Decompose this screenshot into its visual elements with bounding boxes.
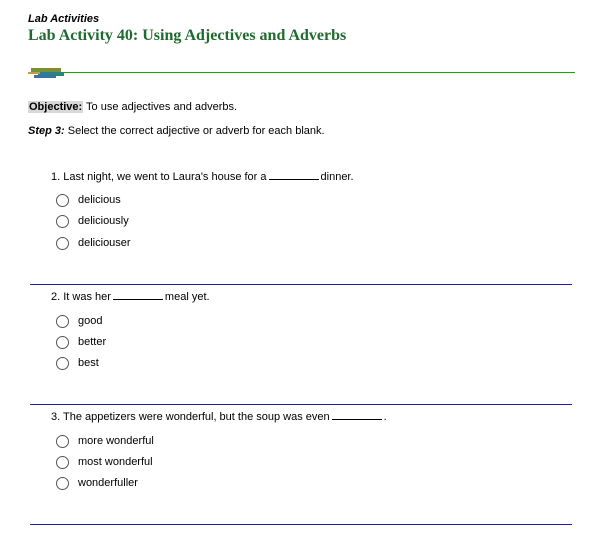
question-divider (30, 284, 572, 285)
answer-blank (113, 289, 163, 300)
objective (28, 101, 237, 113)
radio-button[interactable] (56, 237, 69, 250)
question-1 (51, 169, 354, 183)
question-1-text: 1. Last night, we went to Laura's house for a (51, 171, 267, 183)
radio-button[interactable] (56, 456, 69, 469)
objective-label: Objective: (29, 101, 83, 113)
radio-button[interactable] (56, 215, 69, 228)
question-2 (51, 289, 210, 303)
question-divider (30, 404, 572, 405)
step-label: Step 3: (28, 125, 65, 137)
option-label: good (78, 315, 103, 327)
step-instruction (28, 125, 325, 137)
book-stack-icon (28, 63, 74, 83)
answer-blank (269, 169, 319, 180)
section-kicker: Lab Activities (28, 13, 100, 25)
option-label: best (78, 357, 99, 369)
page-title: Lab Activity 40: Using Adjectives and Adverbs (28, 27, 347, 44)
option-label: deliciously (78, 215, 129, 227)
radio-button[interactable] (56, 315, 69, 328)
header-divider (28, 63, 575, 83)
option-label: delicious (78, 194, 121, 206)
question-1-tail: dinner. (320, 171, 354, 183)
green-rule (28, 72, 575, 73)
radio-button[interactable] (56, 194, 69, 207)
option-label: better (78, 336, 107, 348)
answer-blank (332, 409, 382, 420)
question-3-text: 3. The appetizers were wonderful, but the soup was even (51, 411, 330, 423)
question-3-tail: . (383, 411, 387, 423)
radio-button[interactable] (56, 357, 69, 370)
option-label: wonderfuller (78, 477, 138, 489)
option-label: deliciouser (78, 237, 131, 249)
step-text: Select the correct adjective or adverb for each blank. (67, 125, 325, 137)
question-2-text: 2. It was her (51, 291, 111, 303)
question-2-tail: meal yet. (164, 291, 210, 303)
option-label: most wonderful (78, 456, 153, 468)
radio-button[interactable] (56, 336, 69, 349)
radio-button[interactable] (56, 477, 69, 490)
option-label: more wonderful (78, 435, 154, 447)
objective-text: To use adjectives and adverbs. (86, 101, 238, 113)
radio-button[interactable] (56, 435, 69, 448)
question-3 (51, 409, 387, 423)
question-divider (30, 524, 572, 525)
